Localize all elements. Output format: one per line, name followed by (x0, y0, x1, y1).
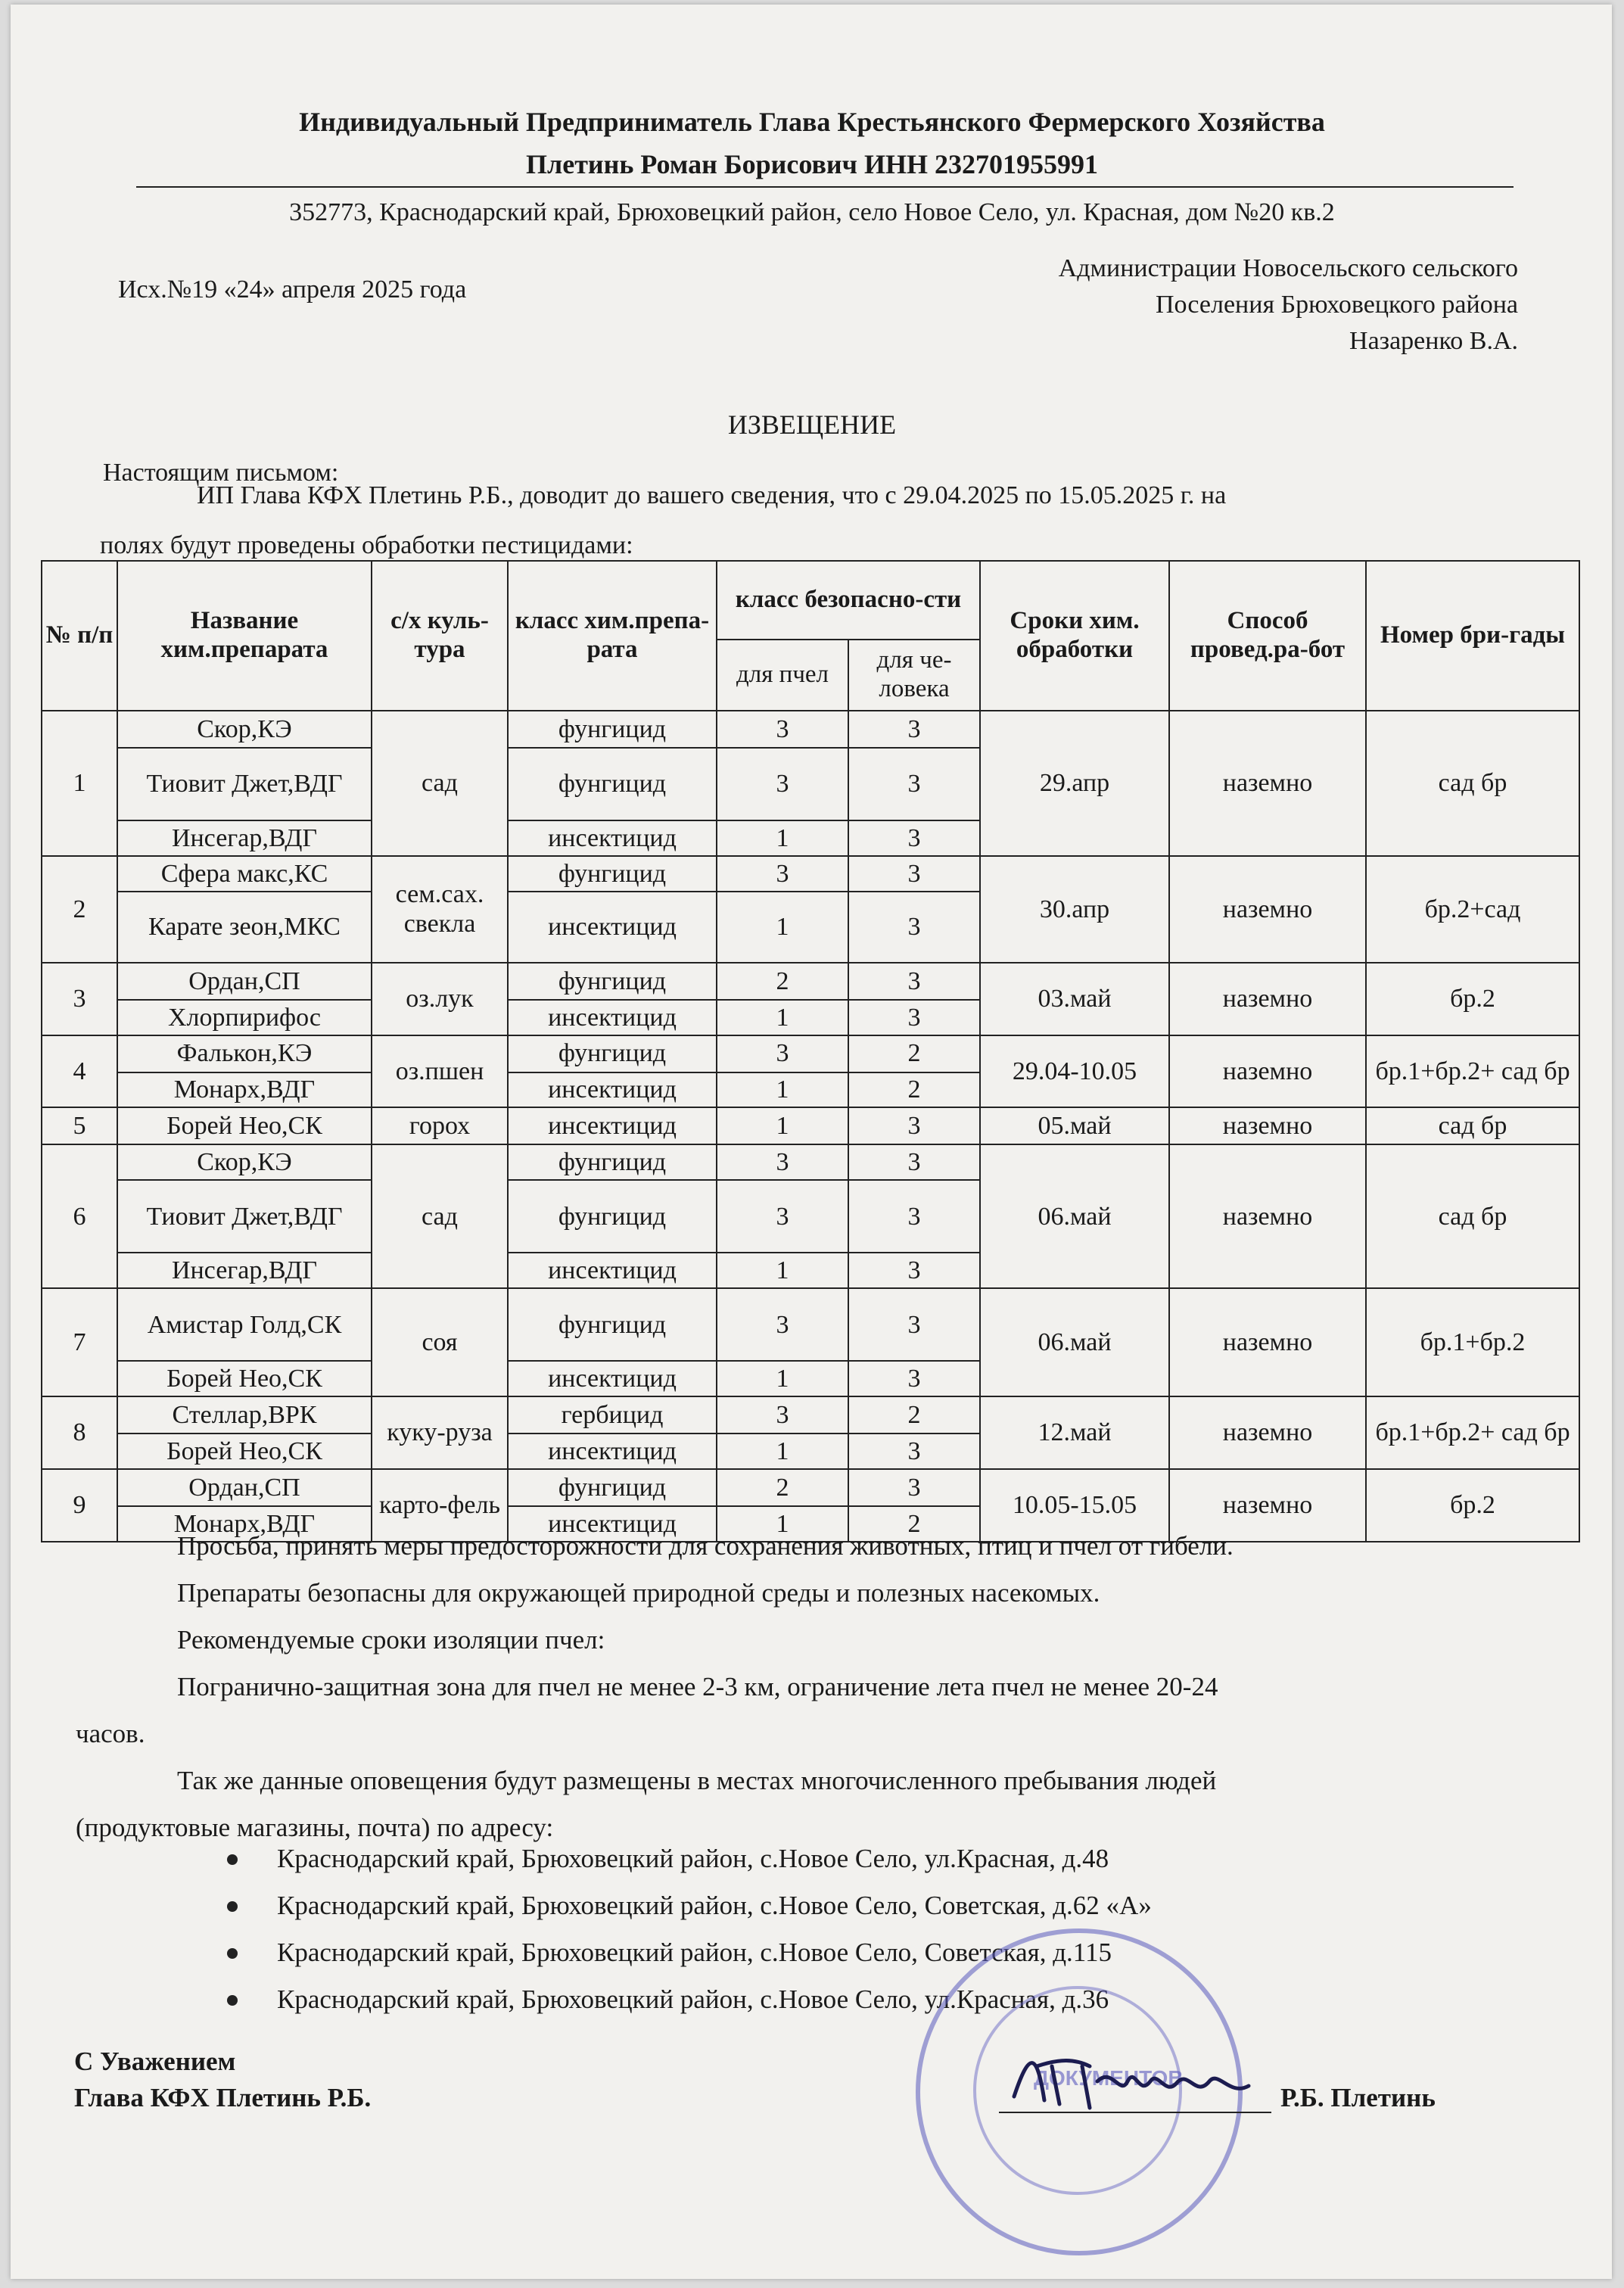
cell-bees: 3 (717, 1288, 848, 1361)
handwritten-signature (1006, 2036, 1279, 2119)
cell-human: 2 (848, 1072, 980, 1108)
cell-class: инсектицид (508, 1072, 717, 1108)
cell-dates: 29.апр (980, 711, 1169, 856)
cell-human: 3 (848, 1144, 980, 1180)
cell-name: Инсегар,ВДГ (117, 1253, 372, 1288)
address-text: Краснодарский край, Брюховецкий район, с.Новое Село, Советская, д.62 «А» (277, 1891, 1152, 1920)
intro-line-2: ИП Глава КФХ Плетинь Р.Б., доводит до вашего сведения, что с 29.04.2025 по 15.05.2025 г. на (197, 481, 1227, 509)
cell-name: Борей Нео,СК (117, 1361, 372, 1396)
cell-brigade: сад бр (1366, 1107, 1579, 1144)
cell-dates: 12.май (980, 1396, 1169, 1469)
bullet-icon (227, 1901, 238, 1912)
intro-line-3: полях будут проведены обработки пестицидами: (100, 531, 633, 559)
address-text: Краснодарский край, Брюховецкий район, с.Новое Село, ул.Красная, д.36 (277, 1984, 1109, 2014)
bullet-icon (227, 1995, 238, 2006)
cell-bees: 2 (717, 1469, 848, 1506)
cell-human: 2 (848, 1035, 980, 1072)
table-row (42, 1144, 1579, 1180)
cell-bees: 1 (717, 1434, 848, 1469)
cell-human: 3 (848, 1469, 980, 1506)
cell-bees: 3 (717, 748, 848, 820)
cell-name: Тиовит Джет,ВДГ (117, 1180, 372, 1253)
cell-num: 1 (42, 711, 117, 856)
closing: С Уважением (74, 2047, 236, 2076)
cell-method: наземно (1169, 1396, 1366, 1469)
cell-num: 6 (42, 1144, 117, 1288)
cell-bees: 1 (717, 1253, 848, 1288)
signer-name: Р.Б. Плетинь (1280, 2083, 1436, 2112)
cell-class: фунгицид (508, 856, 717, 892)
cell-class: гербицид (508, 1396, 717, 1434)
note-posting-line-1: Так же данные оповещения будут размещены в местах многочисленного пребывания людей (177, 1766, 1217, 1795)
cell-class: инсектицид (508, 1506, 717, 1542)
document-title: ИЗВЕЩЕНИЕ (727, 409, 897, 440)
intro-line-1: Настоящим письмом: (103, 459, 339, 487)
stamp-text: ДОКУМЕНТОВ (1034, 2066, 1184, 2090)
header-line-1: Индивидуальный Предприниматель Глава Крестьянского Фермерского Хозяйства (299, 107, 1325, 137)
cell-num: 8 (42, 1396, 117, 1469)
cell-human: 3 (848, 820, 980, 856)
cell-bees: 3 (717, 1144, 848, 1180)
cell-method: наземно (1169, 711, 1366, 856)
cell-dates: 05.май (980, 1107, 1169, 1144)
cell-num: 3 (42, 963, 117, 1035)
header-address: 352773, Краснодарский край, Брюховецкий район, село Новое Село, ул. Красная, дом №20 кв.2 (289, 198, 1335, 226)
cell-bees: 1 (717, 820, 848, 856)
cell-name: Монарх,ВДГ (117, 1072, 372, 1108)
cell-dates: 29.04-10.05 (980, 1035, 1169, 1108)
cell-name: Тиовит Джет,ВДГ (117, 748, 372, 820)
table-row (42, 1469, 1579, 1506)
cell-class: фунгицид (508, 1180, 717, 1253)
cell-method: наземно (1169, 856, 1366, 963)
cell-dates: 06.май (980, 1288, 1169, 1396)
cell-dates: 10.05-15.05 (980, 1469, 1169, 1542)
note-zone-line-1: Погранично-защитная зона для пчел не менее 2-3 км, ограничение лета пчел не менее 20-24 (177, 1672, 1218, 1701)
cell-dates: 06.май (980, 1144, 1169, 1288)
cell-bees: 3 (717, 711, 848, 748)
bullet-icon (227, 1854, 238, 1865)
outgoing-reference: Исх.№19 «24» апреля 2025 года (118, 275, 467, 304)
table-row (42, 1107, 1579, 1144)
cell-num: 7 (42, 1288, 117, 1396)
cell-brigade: бр.1+бр.2+ сад бр (1366, 1035, 1579, 1108)
cell-num: 9 (42, 1469, 117, 1542)
cell-human: 3 (848, 892, 980, 963)
cell-name: Скор,КЭ (117, 711, 372, 748)
cell-name: Сфера макс,КС (117, 856, 372, 892)
table-row (42, 856, 1579, 892)
cell-name: Борей Нео,СК (117, 1107, 372, 1144)
header-human: для че-ловека (848, 640, 980, 711)
header-crop: с/х куль-тура (372, 561, 508, 711)
cell-crop: карто-фель (372, 1469, 508, 1542)
cell-class: фунгицид (508, 963, 717, 1000)
cell-bees: 1 (717, 1107, 848, 1144)
header-name: Название хим.препарата (117, 561, 372, 711)
bullet-icon (227, 1948, 238, 1959)
cell-human: 3 (848, 1434, 980, 1469)
cell-num: 5 (42, 1107, 117, 1144)
pesticide-table (41, 560, 1580, 1542)
cell-class: инсектицид (508, 1107, 717, 1144)
cell-num: 2 (42, 856, 117, 963)
list-item (227, 1844, 1152, 1891)
table-row (42, 1035, 1579, 1072)
cell-name: Амистар Голд,СК (117, 1288, 372, 1361)
cell-crop: соя (372, 1288, 508, 1396)
cell-name: Скор,КЭ (117, 1144, 372, 1180)
cell-bees: 3 (717, 1035, 848, 1072)
cell-class: инсектицид (508, 1434, 717, 1469)
cell-human: 3 (848, 748, 980, 820)
header-bees: для пчел (717, 640, 848, 711)
cell-human: 3 (848, 1180, 980, 1253)
cell-human: 3 (848, 963, 980, 1000)
cell-human: 3 (848, 1000, 980, 1035)
cell-bees: 1 (717, 1072, 848, 1108)
cell-method: наземно (1169, 1107, 1366, 1144)
table-row (42, 963, 1579, 1000)
cell-human: 3 (848, 856, 980, 892)
cell-name: Инсегар,ВДГ (117, 820, 372, 856)
cell-human: 3 (848, 1107, 980, 1144)
cell-method: наземно (1169, 1288, 1366, 1396)
cell-name: Стеллар,ВРК (117, 1396, 372, 1434)
cell-brigade: бр.1+бр.2+ сад бр (1366, 1396, 1579, 1469)
cell-human: 2 (848, 1506, 980, 1542)
cell-class: фунгицид (508, 711, 717, 748)
cell-class: инсектицид (508, 1253, 717, 1288)
cell-class: фунгицид (508, 1144, 717, 1180)
cell-human: 3 (848, 1288, 980, 1361)
cell-method: наземно (1169, 1469, 1366, 1542)
header-divider (136, 186, 1514, 188)
table-row (42, 1288, 1579, 1361)
cell-brigade: бр.2 (1366, 1469, 1579, 1542)
cell-name: Хлорпирифос (117, 1000, 372, 1035)
cell-method: наземно (1169, 963, 1366, 1035)
header-safety: класс безопасно-сти (717, 561, 980, 640)
header-num: № п/п (42, 561, 117, 711)
cell-human: 3 (848, 711, 980, 748)
header-class: класс хим.препа-рата (508, 561, 717, 711)
cell-bees: 1 (717, 1361, 848, 1396)
cell-bees: 3 (717, 1396, 848, 1434)
cell-human: 3 (848, 1361, 980, 1396)
cell-method: наземно (1169, 1144, 1366, 1288)
header-brigade: Номер бри-гады (1366, 561, 1579, 711)
cell-class: фунгицид (508, 1469, 717, 1506)
cell-class: инсектицид (508, 1361, 717, 1396)
signer-position: Глава КФХ Плетинь Р.Б. (74, 2083, 372, 2112)
cell-name: Фалькон,КЭ (117, 1035, 372, 1072)
cell-brigade: бр.1+бр.2 (1366, 1288, 1579, 1396)
list-item (227, 1891, 1152, 1938)
cell-name: Карате зеон,МКС (117, 892, 372, 963)
cell-crop: горох (372, 1107, 508, 1144)
cell-bees: 3 (717, 856, 848, 892)
cell-crop: сад (372, 711, 508, 856)
note-precautions: Просьба, принять меры предосторожности для сохранения животных, птиц и пчел от гибели. (177, 1531, 1234, 1561)
cell-brigade: бр.2 (1366, 963, 1579, 1035)
cell-name: Борей Нео,СК (117, 1434, 372, 1469)
cell-dates: 30.апр (980, 856, 1169, 963)
cell-brigade: бр.2+сад (1366, 856, 1579, 963)
cell-name: Ордан,СП (117, 1469, 372, 1506)
address-text: Краснодарский край, Брюховецкий район, с.Новое Село, Советская, д.115 (277, 1938, 1112, 1967)
cell-crop: оз.лук (372, 963, 508, 1035)
note-safety: Препараты безопасны для окружающей природной среды и полезных насекомых. (177, 1578, 1100, 1608)
cell-crop: куку-руза (372, 1396, 508, 1469)
cell-class: фунгицид (508, 748, 717, 820)
cell-dates: 03.май (980, 963, 1169, 1035)
cell-name: Ордан,СП (117, 963, 372, 1000)
cell-crop: сем.сах. свекла (372, 856, 508, 963)
cell-brigade: сад бр (1366, 1144, 1579, 1288)
cell-crop: оз.пшен (372, 1035, 508, 1108)
cell-bees: 1 (717, 1506, 848, 1542)
cell-method: наземно (1169, 1035, 1366, 1108)
cell-bees: 3 (717, 1180, 848, 1253)
header-method: Способ провед.ра-бот (1169, 561, 1366, 711)
address-text: Краснодарский край, Брюховецкий район, с.Новое Село, ул.Красная, д.48 (277, 1844, 1109, 1873)
table-row (42, 1396, 1579, 1434)
cell-num: 4 (42, 1035, 117, 1108)
cell-name: Монарх,ВДГ (117, 1506, 372, 1542)
cell-crop: сад (372, 1144, 508, 1288)
cell-class: инсектицид (508, 892, 717, 963)
recipient-line-1: Администрации Новосельского сельского (1058, 254, 1518, 282)
signature-line (999, 2112, 1271, 2113)
cell-bees: 1 (717, 892, 848, 963)
note-posting-line-2: (продуктовые магазины, почта) по адресу: (76, 1813, 554, 1842)
table-row (42, 711, 1579, 748)
cell-bees: 1 (717, 1000, 848, 1035)
header-dates: Сроки хим. обработки (980, 561, 1169, 711)
cell-class: фунгицид (508, 1288, 717, 1361)
recipient-line-2: Поселения Брюховецкого района (1156, 291, 1518, 319)
cell-class: инсектицид (508, 820, 717, 856)
header-line-2: Плетинь Роман Борисович ИНН 232701955991 (526, 149, 1098, 179)
cell-class: фунгицид (508, 1035, 717, 1072)
recipient-line-3: Назаренко В.А. (1349, 327, 1518, 355)
cell-human: 2 (848, 1396, 980, 1434)
note-zone-line-2: часов. (76, 1719, 145, 1748)
cell-class: инсектицид (508, 1000, 717, 1035)
cell-bees: 2 (717, 963, 848, 1000)
note-isolation: Рекомендуемые сроки изоляции пчел: (177, 1625, 605, 1655)
cell-brigade: сад бр (1366, 711, 1579, 856)
cell-human: 3 (848, 1253, 980, 1288)
